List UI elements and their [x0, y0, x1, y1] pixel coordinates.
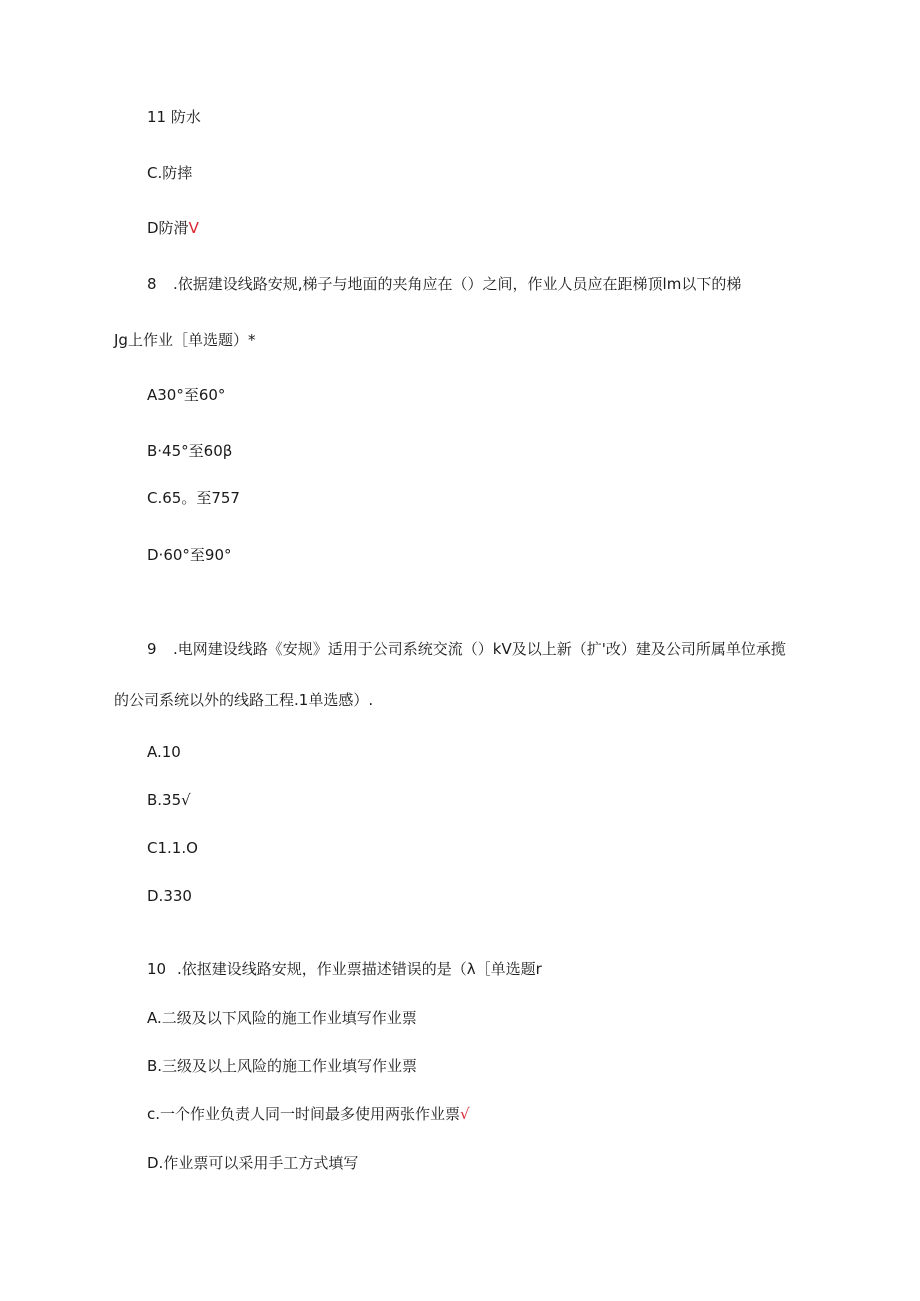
option-text: C.65。至757: [147, 489, 240, 507]
option-text: D防滑: [147, 219, 189, 237]
option-text: A.10: [147, 743, 181, 761]
option-line: [147, 1056, 417, 1076]
option-line: [147, 790, 191, 810]
option-line: [147, 1153, 358, 1173]
question-text: 的公司系统以外的线路工程.1单选感）.: [114, 691, 374, 709]
option-line: [147, 218, 199, 238]
question-text: Jg上作业［单选题）*: [114, 331, 256, 349]
question-number: 9: [147, 640, 157, 658]
option-line: [147, 1008, 417, 1028]
question-text: .依据建设线路安规,梯子与地面的夹角应在（）之间，作业人员应在距梯顶lm以下的梯: [173, 275, 742, 293]
option-line: [147, 886, 192, 906]
question-line: [147, 959, 542, 979]
option-text: C.防摔: [147, 164, 193, 182]
option-text: D·60°至90°: [147, 546, 232, 564]
question-line-continued: [114, 690, 373, 710]
option-text: A30°至60°: [147, 386, 226, 404]
option-text: B.三级及以上风险的施工作业填写作业票: [147, 1057, 418, 1075]
option-line: [147, 545, 232, 565]
option-text: C1.1.O: [147, 839, 198, 857]
question-line: [147, 274, 741, 294]
question-text: .依抠建设线路安规，作业票描述错误的是（λ［单选题r: [177, 960, 542, 978]
option-line: [147, 163, 192, 183]
option-line: [147, 838, 198, 858]
option-text: D.作业票可以采用手工方式填写: [147, 1154, 359, 1172]
question-line: [147, 639, 786, 659]
option-line: [147, 742, 181, 762]
option-text: 11 防水: [147, 108, 201, 126]
correct-answer-mark: V: [188, 219, 199, 237]
option-line: [147, 441, 232, 461]
option-line: [147, 488, 240, 508]
question-line-continued: [114, 330, 255, 350]
question-number: 10: [147, 960, 167, 978]
option-text: A.二级及以下风险的施工作业填写作业票: [147, 1009, 417, 1027]
option-line: [147, 107, 201, 127]
option-text: c.一个作业负责人同一时间最多使用两张作业票: [147, 1105, 461, 1123]
option-text: D.330: [147, 887, 192, 905]
question-number: 8: [147, 275, 157, 293]
option-line: [147, 385, 225, 405]
option-line: [147, 1104, 470, 1124]
option-text: B·45°至60β: [147, 442, 233, 460]
correct-answer-mark: √: [460, 1105, 470, 1123]
question-text: .电网建设线路《安规》适用于公司系统交流（）kV及以上新（扩'改）建及公司所属单位承揽: [173, 640, 786, 658]
option-text: B.35√: [147, 791, 191, 809]
